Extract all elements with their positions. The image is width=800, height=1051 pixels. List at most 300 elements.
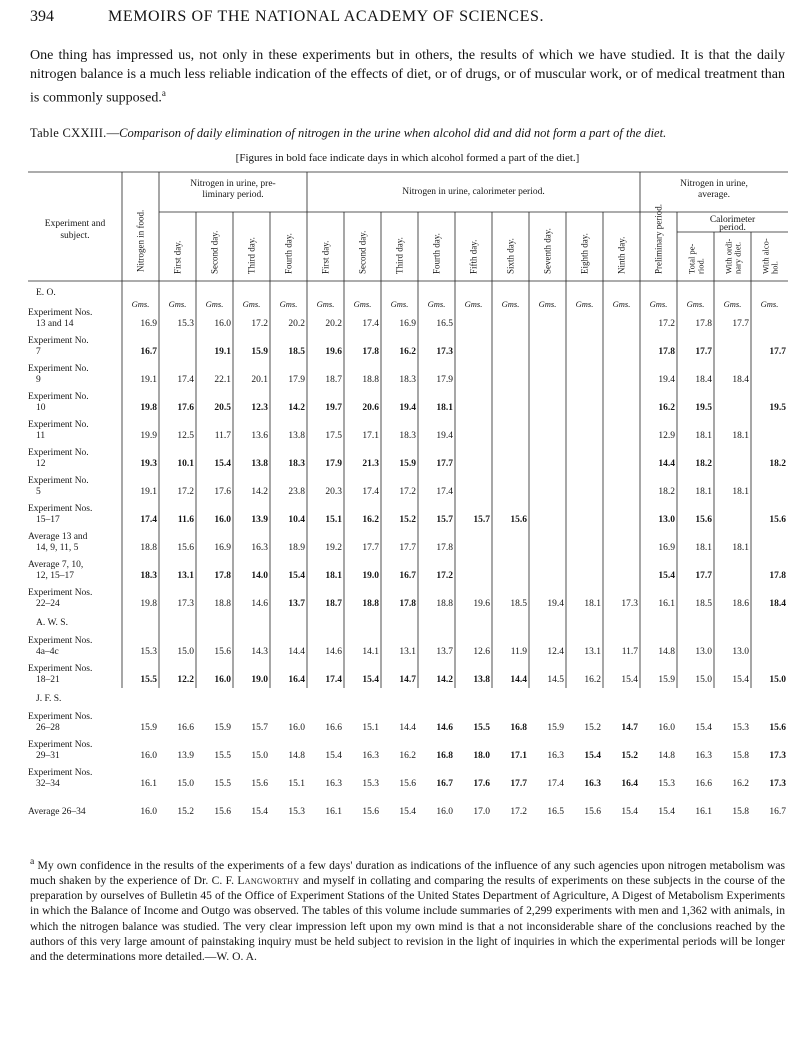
table-cell: 16.0 bbox=[214, 319, 231, 329]
table-cell: 16.3 bbox=[584, 779, 601, 789]
units-label: Gms. bbox=[723, 299, 742, 309]
table-cell: 17.8 bbox=[436, 543, 453, 553]
table-cell: 18.3 bbox=[399, 375, 416, 385]
table-cell: 16.0 bbox=[140, 751, 157, 761]
table-cell: 13.1 bbox=[177, 571, 194, 581]
row-label-line-2: 12 bbox=[36, 459, 46, 469]
table-cell: 15.5 bbox=[140, 675, 157, 685]
table-cell: 16.1 bbox=[140, 779, 157, 789]
table-cell: 16.7 bbox=[140, 347, 157, 357]
table-cell: 17.3 bbox=[769, 751, 786, 761]
avg-header-line-2: riod. bbox=[695, 258, 706, 274]
table-cell: 10.4 bbox=[288, 515, 305, 525]
table-cell: 16.0 bbox=[436, 807, 453, 817]
table-cell: 15.2 bbox=[399, 515, 416, 525]
subject-heading: A. W. S. bbox=[36, 618, 68, 628]
table-cell: 17.4 bbox=[362, 487, 379, 497]
table-cell: 12.9 bbox=[658, 431, 675, 441]
table-cell: 14.8 bbox=[658, 647, 675, 657]
units-label: Gms. bbox=[649, 299, 668, 309]
table-cell: 17.6 bbox=[177, 403, 194, 413]
table-cell: 18.7 bbox=[325, 375, 342, 385]
table-cell: 19.5 bbox=[769, 403, 786, 413]
row-label-line-1: Experiment Nos. bbox=[28, 740, 93, 750]
table-cell: 15.1 bbox=[362, 723, 379, 733]
row-label-line-1: Experiment Nos. bbox=[28, 308, 93, 318]
table-cell: 15.3 bbox=[288, 807, 305, 817]
table-cell: 13.8 bbox=[473, 675, 490, 685]
table-cell: 17.8 bbox=[399, 599, 416, 609]
page-number: 394 bbox=[30, 8, 54, 25]
table-cell: 17.4 bbox=[362, 319, 379, 329]
table-cell: 15.9 bbox=[214, 723, 231, 733]
table-cell: 18.1 bbox=[732, 431, 749, 441]
row-label-line-1: Experiment Nos. bbox=[28, 504, 93, 514]
units-label: Gms. bbox=[242, 299, 261, 309]
table-cell: 17.8 bbox=[658, 347, 675, 357]
table-cell: 17.4 bbox=[547, 779, 564, 789]
table-cell: 13.1 bbox=[399, 647, 416, 657]
units-label: Gms. bbox=[612, 299, 631, 309]
table-cell: 13.9 bbox=[177, 751, 194, 761]
table-cell: 17.4 bbox=[325, 675, 342, 685]
footnote-marker-a: a bbox=[30, 856, 35, 867]
table-cell: 20.6 bbox=[362, 403, 379, 413]
table-cell: 17.0 bbox=[473, 807, 490, 817]
avg-header-line-1: With ordi- bbox=[723, 238, 734, 274]
table-note: [Figures in bold face indicate days in which alcohol formed a part of the diet.] bbox=[235, 152, 580, 164]
row-label-line-1: Experiment Nos. bbox=[28, 636, 93, 646]
table-cell: 17.3 bbox=[769, 779, 786, 789]
table-cell: 15.4 bbox=[584, 751, 601, 761]
table-cell: 14.3 bbox=[251, 647, 268, 657]
table-cell: 16.3 bbox=[362, 751, 379, 761]
table-cell: 17.2 bbox=[399, 487, 416, 497]
table-cell: 15.2 bbox=[177, 807, 194, 817]
avg-header-line-2: nary diet. bbox=[732, 241, 743, 274]
table-cell: 19.4 bbox=[399, 403, 416, 413]
table-cell: 19.8 bbox=[140, 599, 157, 609]
table-cell: 13.1 bbox=[584, 647, 601, 657]
table-cell: 11.7 bbox=[621, 647, 638, 657]
stub-header-line-2: subject. bbox=[60, 231, 90, 241]
table-cell: 17.1 bbox=[510, 751, 527, 761]
table-cell: 16.2 bbox=[658, 403, 675, 413]
table-cell: 15.8 bbox=[732, 807, 749, 817]
table-cell: 16.7 bbox=[399, 571, 416, 581]
table-cell: 15.3 bbox=[177, 319, 194, 329]
table-cell: 16.0 bbox=[288, 723, 305, 733]
table-cell: 18.1 bbox=[436, 403, 453, 413]
table-cell: 15.4 bbox=[251, 807, 268, 817]
row-label-line-2: 10 bbox=[36, 403, 46, 413]
table-cell: 19.0 bbox=[362, 571, 379, 581]
table-cell: 14.5 bbox=[547, 675, 564, 685]
table-cell: 17.3 bbox=[621, 599, 638, 609]
row-label-line-1: Experiment No. bbox=[28, 420, 89, 430]
table-cell: 17.8 bbox=[695, 319, 712, 329]
day-header: Fourth day. bbox=[283, 233, 294, 274]
table-cell: 19.4 bbox=[547, 599, 564, 609]
footnote-marker: a bbox=[161, 88, 166, 98]
day-header: Seventh day. bbox=[542, 228, 553, 274]
table-cell: 16.0 bbox=[214, 675, 231, 685]
table-cell: 13.9 bbox=[251, 515, 268, 525]
table-cell: 17.2 bbox=[510, 807, 527, 817]
table-cell: 15.4 bbox=[732, 675, 749, 685]
row-label-line-2: 29–31 bbox=[36, 751, 60, 761]
table-cell: 19.9 bbox=[140, 431, 157, 441]
table-cell: 18.8 bbox=[362, 599, 379, 609]
avg-header-line-2: hol. bbox=[769, 261, 780, 274]
table-cell: 12.3 bbox=[251, 403, 268, 413]
table-cell: 17.7 bbox=[362, 543, 379, 553]
table-cell: 19.1 bbox=[140, 487, 157, 497]
table-cell: 15.9 bbox=[547, 723, 564, 733]
avg-header-line-1: Total pe- bbox=[686, 243, 697, 274]
table-cell: 14.7 bbox=[399, 675, 416, 685]
table-cell: 16.2 bbox=[399, 751, 416, 761]
table-cell: 15.6 bbox=[769, 515, 786, 525]
table-cell: 16.7 bbox=[769, 807, 786, 817]
table-cell: 15.6 bbox=[214, 807, 231, 817]
table-cell: 16.3 bbox=[547, 751, 564, 761]
table-cell: 15.3 bbox=[658, 779, 675, 789]
table-cell: 16.2 bbox=[584, 675, 601, 685]
table-cell: 18.1 bbox=[695, 431, 712, 441]
units-label: Gms. bbox=[390, 299, 409, 309]
units-label: Gms. bbox=[686, 299, 705, 309]
intro-paragraph bbox=[30, 47, 785, 108]
table-cell: 18.5 bbox=[695, 599, 712, 609]
units-label: Gms. bbox=[353, 299, 372, 309]
table-cell: 17.7 bbox=[695, 571, 712, 581]
table-cell: 17.3 bbox=[177, 599, 194, 609]
table-cell: 15.1 bbox=[325, 515, 342, 525]
table-cell: 15.6 bbox=[695, 515, 712, 525]
table-cell: 15.6 bbox=[177, 543, 194, 553]
table-cell: 15.2 bbox=[621, 751, 638, 761]
table-cell: 15.6 bbox=[584, 807, 601, 817]
row-label-line-1: Average 7, 10, bbox=[28, 560, 84, 570]
table-cell: 15.4 bbox=[214, 459, 231, 469]
table-cell: 18.4 bbox=[732, 375, 749, 385]
day-header: First day. bbox=[172, 240, 183, 274]
group-cal: Nitrogen in urine, calorimeter period. bbox=[402, 187, 545, 197]
row-label-line-2: 12, 15–17 bbox=[36, 571, 74, 581]
table-cell: 15.6 bbox=[251, 779, 268, 789]
table-cell: 13.0 bbox=[658, 515, 675, 525]
day-header: Fourth day. bbox=[431, 233, 442, 274]
table-cell: 18.3 bbox=[288, 459, 305, 469]
table-cell: 17.7 bbox=[695, 347, 712, 357]
avg-header-preliminary: Preliminary period. bbox=[653, 204, 664, 274]
table-cell: 16.4 bbox=[288, 675, 305, 685]
table-cell: 18.4 bbox=[769, 599, 786, 609]
table-cell: 12.6 bbox=[473, 647, 490, 657]
table-cell: 17.1 bbox=[362, 431, 379, 441]
row-label-line-1: Experiment No. bbox=[28, 448, 89, 458]
table-cell: 15.5 bbox=[473, 723, 490, 733]
row-label-line-2: 7 bbox=[36, 347, 41, 357]
table-cell: 16.5 bbox=[547, 807, 564, 817]
table-cell: 16.1 bbox=[695, 807, 712, 817]
table-cell: 16.1 bbox=[325, 807, 342, 817]
table-cell: 16.9 bbox=[214, 543, 231, 553]
table-cell: 18.2 bbox=[658, 487, 675, 497]
table-cell: 13.7 bbox=[288, 599, 305, 609]
row-label-line-2: 5 bbox=[36, 487, 41, 497]
row-label-line-2: 13 and 14 bbox=[36, 319, 74, 329]
table-cell: 17.7 bbox=[436, 459, 453, 469]
table-cell: 16.2 bbox=[732, 779, 749, 789]
table-cell: 18.1 bbox=[695, 543, 712, 553]
table-cell: 16.6 bbox=[695, 779, 712, 789]
table-cell: 15.3 bbox=[140, 647, 157, 657]
table-cell: 19.8 bbox=[140, 403, 157, 413]
table-cell: 15.0 bbox=[695, 675, 712, 685]
stub-header-line-1: Experiment and bbox=[44, 219, 106, 229]
table-cell: 10.1 bbox=[177, 459, 194, 469]
table-cell: 20.5 bbox=[214, 403, 231, 413]
day-header: Second day. bbox=[209, 230, 220, 274]
table-cell: 15.0 bbox=[177, 647, 194, 657]
table-cell: 18.5 bbox=[288, 347, 305, 357]
table-cell: 15.6 bbox=[769, 723, 786, 733]
table-cell: 13.7 bbox=[436, 647, 453, 657]
table-cell: 17.4 bbox=[140, 515, 157, 525]
table-cell: 15.8 bbox=[732, 751, 749, 761]
table-cell: 16.0 bbox=[140, 807, 157, 817]
units-label: Gms. bbox=[575, 299, 594, 309]
table-cell: 15.0 bbox=[177, 779, 194, 789]
table-cell: 17.8 bbox=[214, 571, 231, 581]
table-cell: 18.1 bbox=[325, 571, 342, 581]
row-label-line-1: Experiment No. bbox=[28, 476, 89, 486]
avg-header-line-1: With alco- bbox=[760, 238, 771, 274]
table-cell: 19.4 bbox=[658, 375, 675, 385]
table-cell: 17.7 bbox=[399, 543, 416, 553]
day-header: Eighth day. bbox=[579, 233, 590, 274]
table-cell: 18.6 bbox=[732, 599, 749, 609]
table-cell: 17.9 bbox=[325, 459, 342, 469]
subject-heading: E. O. bbox=[36, 288, 56, 298]
table-title: Comparison of daily elimination of nitrogen in the urine when alcohol did and did not form a part of the diet. bbox=[119, 126, 667, 140]
table-cell: 17.7 bbox=[769, 347, 786, 357]
units-label: Gms. bbox=[538, 299, 557, 309]
table-cell: 16.0 bbox=[658, 723, 675, 733]
table-cell: 15.3 bbox=[362, 779, 379, 789]
table-cell: 18.1 bbox=[695, 487, 712, 497]
table-cell: 18.7 bbox=[325, 599, 342, 609]
units-label: Gms. bbox=[205, 299, 224, 309]
table-cell: 15.7 bbox=[251, 723, 268, 733]
table-cell: 12.5 bbox=[177, 431, 194, 441]
table-cell: 16.8 bbox=[510, 723, 527, 733]
table-cell: 17.2 bbox=[436, 571, 453, 581]
table-cell: 15.9 bbox=[399, 459, 416, 469]
table-cell: 16.3 bbox=[325, 779, 342, 789]
subject-heading: J. F. S. bbox=[36, 694, 62, 704]
table-caption: Table CXXIII.—Comparison of daily elimination of nitrogen in the urine when alcohol did and did not form a part of the diet. bbox=[30, 126, 667, 140]
table-cell: 15.4 bbox=[362, 675, 379, 685]
row-label-line-1: Experiment No. bbox=[28, 364, 89, 374]
table-cell: 18.3 bbox=[140, 571, 157, 581]
table-cell: 11.9 bbox=[510, 647, 527, 657]
group-pre-line-2: liminary period. bbox=[202, 190, 264, 200]
row-label-line-1: Average 13 and bbox=[28, 532, 88, 542]
table-cell: 14.6 bbox=[251, 599, 268, 609]
table-cell: 18.8 bbox=[436, 599, 453, 609]
table-cell: 15.4 bbox=[695, 723, 712, 733]
table-cell: 14.8 bbox=[658, 751, 675, 761]
table-cell: 16.6 bbox=[177, 723, 194, 733]
table-cell: 14.2 bbox=[288, 403, 305, 413]
table-cell: 19.7 bbox=[325, 403, 342, 413]
table-cell: 19.6 bbox=[473, 599, 490, 609]
table-cell: 16.6 bbox=[325, 723, 342, 733]
table-cell: 15.7 bbox=[473, 515, 490, 525]
table-cell: 11.6 bbox=[177, 515, 194, 525]
table-cell: 13.6 bbox=[251, 431, 268, 441]
table-cell: 23.8 bbox=[288, 487, 305, 497]
row-label-line-1: Experiment No. bbox=[28, 392, 89, 402]
table-cell: 14.7 bbox=[621, 723, 638, 733]
table-cell: 14.0 bbox=[251, 571, 268, 581]
table-cell: 17.2 bbox=[177, 487, 194, 497]
table-cell: 14.4 bbox=[288, 647, 305, 657]
table-cell: 19.1 bbox=[214, 347, 231, 357]
table-cell: 16.2 bbox=[362, 515, 379, 525]
table-cell: 18.9 bbox=[288, 543, 305, 553]
table-cell: 17.9 bbox=[288, 375, 305, 385]
table-cell: 18.8 bbox=[214, 599, 231, 609]
table-cell: 14.2 bbox=[251, 487, 268, 497]
table-cell: 16.3 bbox=[695, 751, 712, 761]
row-label-line-2: 11 bbox=[36, 431, 46, 441]
table-cell: 15.0 bbox=[769, 675, 786, 685]
table-cell: 19.6 bbox=[325, 347, 342, 357]
table-cell: 16.7 bbox=[436, 779, 453, 789]
table-cell: 18.2 bbox=[769, 459, 786, 469]
table-cell: 15.0 bbox=[251, 751, 268, 761]
table-cell: 15.1 bbox=[288, 779, 305, 789]
footnote-text-1: My own confidence in the results of the experiments of a few days' duration as indications of the influence of any such agencies upon nitrogen metabolism was much shaken by the experience of Dr. C. F. bbox=[30, 858, 785, 888]
table-cell: 19.2 bbox=[325, 543, 342, 553]
table-cell: 17.7 bbox=[510, 779, 527, 789]
table-cell: 15.4 bbox=[621, 675, 638, 685]
table-cell: 16.9 bbox=[140, 319, 157, 329]
table-cell: 14.1 bbox=[362, 647, 379, 657]
table-cell: 18.1 bbox=[732, 543, 749, 553]
table-cell: 20.1 bbox=[251, 375, 268, 385]
table-cell: 15.4 bbox=[658, 571, 675, 581]
table-cell: 16.3 bbox=[251, 543, 268, 553]
table-cell: 18.0 bbox=[473, 751, 490, 761]
table-cell: 15.2 bbox=[584, 723, 601, 733]
table-cell: 16.4 bbox=[621, 779, 638, 789]
day-header: Third day. bbox=[394, 237, 405, 274]
table-cell: 15.4 bbox=[399, 807, 416, 817]
row-label-line-2: 18–21 bbox=[36, 675, 60, 685]
table-cell: 14.8 bbox=[288, 751, 305, 761]
table-cell: 15.7 bbox=[436, 515, 453, 525]
table-cell: 17.9 bbox=[436, 375, 453, 385]
food-header: Nitrogen in food. bbox=[135, 209, 146, 272]
table-cell: 15.9 bbox=[140, 723, 157, 733]
table-cell: 17.4 bbox=[436, 487, 453, 497]
table-label: Table CXXIII. bbox=[30, 126, 107, 140]
table-cell: 15.4 bbox=[621, 807, 638, 817]
table-cell: 18.1 bbox=[584, 599, 601, 609]
row-label-line-2: 32–34 bbox=[36, 779, 60, 789]
table-cell: 16.9 bbox=[658, 543, 675, 553]
row-label: Average 26–34 bbox=[28, 807, 86, 817]
table-cell: 20.3 bbox=[325, 487, 342, 497]
intro-text: One thing has impressed us, not only in these experiments but in others, the results of which we have studied. It is that the daily nitrogen balance is a much less reliable indication of the effects of diet, or of drugs, or of muscular work, or of medical treatment than is commonly supposed. bbox=[30, 48, 785, 106]
table-cell: 16.1 bbox=[658, 599, 675, 609]
table-cell: 18.2 bbox=[695, 459, 712, 469]
table-cell: 17.2 bbox=[658, 319, 675, 329]
table-cell: 20.2 bbox=[325, 319, 342, 329]
table-cell: 15.6 bbox=[214, 647, 231, 657]
row-label-line-1: Experiment No. bbox=[28, 336, 89, 346]
table-cell: 15.3 bbox=[732, 723, 749, 733]
group-pre-line-1: Nitrogen in urine, pre- bbox=[190, 179, 276, 189]
table-cell: 15.4 bbox=[288, 571, 305, 581]
row-label-line-2: 22–24 bbox=[36, 599, 60, 609]
footnote-name: Langworthy bbox=[237, 874, 300, 888]
table-cell: 14.6 bbox=[436, 723, 453, 733]
table-cell: 13.8 bbox=[288, 431, 305, 441]
day-header: Third day. bbox=[246, 237, 257, 274]
footnote bbox=[30, 854, 785, 964]
table-cell: 15.5 bbox=[214, 751, 231, 761]
day-header: Ninth day. bbox=[616, 236, 627, 274]
running-title: MEMOIRS OF THE NATIONAL ACADEMY OF SCIENCES. bbox=[108, 8, 545, 25]
calorimeter-sub-line-2: period. bbox=[719, 223, 746, 233]
row-label-line-1: Experiment Nos. bbox=[28, 664, 93, 674]
table-cell: 17.3 bbox=[436, 347, 453, 357]
day-header: Sixth day. bbox=[505, 238, 516, 274]
table-cell: 15.6 bbox=[510, 515, 527, 525]
table-cell: 16.5 bbox=[436, 319, 453, 329]
day-header: Fifth day. bbox=[468, 239, 479, 274]
table-cell: 15.9 bbox=[251, 347, 268, 357]
table-cell: 19.0 bbox=[251, 675, 268, 685]
units-label: Gms. bbox=[168, 299, 187, 309]
table-cell: 14.2 bbox=[436, 675, 453, 685]
table-cell: 17.6 bbox=[214, 487, 231, 497]
table-cell: 21.3 bbox=[362, 459, 379, 469]
table-cell: 16.2 bbox=[399, 347, 416, 357]
table-cell: 16.8 bbox=[436, 751, 453, 761]
table-cell: 16.0 bbox=[214, 515, 231, 525]
table-cell: 18.1 bbox=[732, 487, 749, 497]
units-label: Gms. bbox=[279, 299, 298, 309]
table-cell: 15.6 bbox=[362, 807, 379, 817]
table-cell: 15.5 bbox=[214, 779, 231, 789]
table-cell: 19.4 bbox=[436, 431, 453, 441]
row-label-line-2: 9 bbox=[36, 375, 41, 385]
table-cell: 18.8 bbox=[362, 375, 379, 385]
table-cell: 18.8 bbox=[140, 543, 157, 553]
table-cell: 18.3 bbox=[399, 431, 416, 441]
row-label-line-1: Experiment Nos. bbox=[28, 712, 93, 722]
table-cell: 17.5 bbox=[325, 431, 342, 441]
row-label-line-2: 15–17 bbox=[36, 515, 60, 525]
table-cell: 17.8 bbox=[362, 347, 379, 357]
